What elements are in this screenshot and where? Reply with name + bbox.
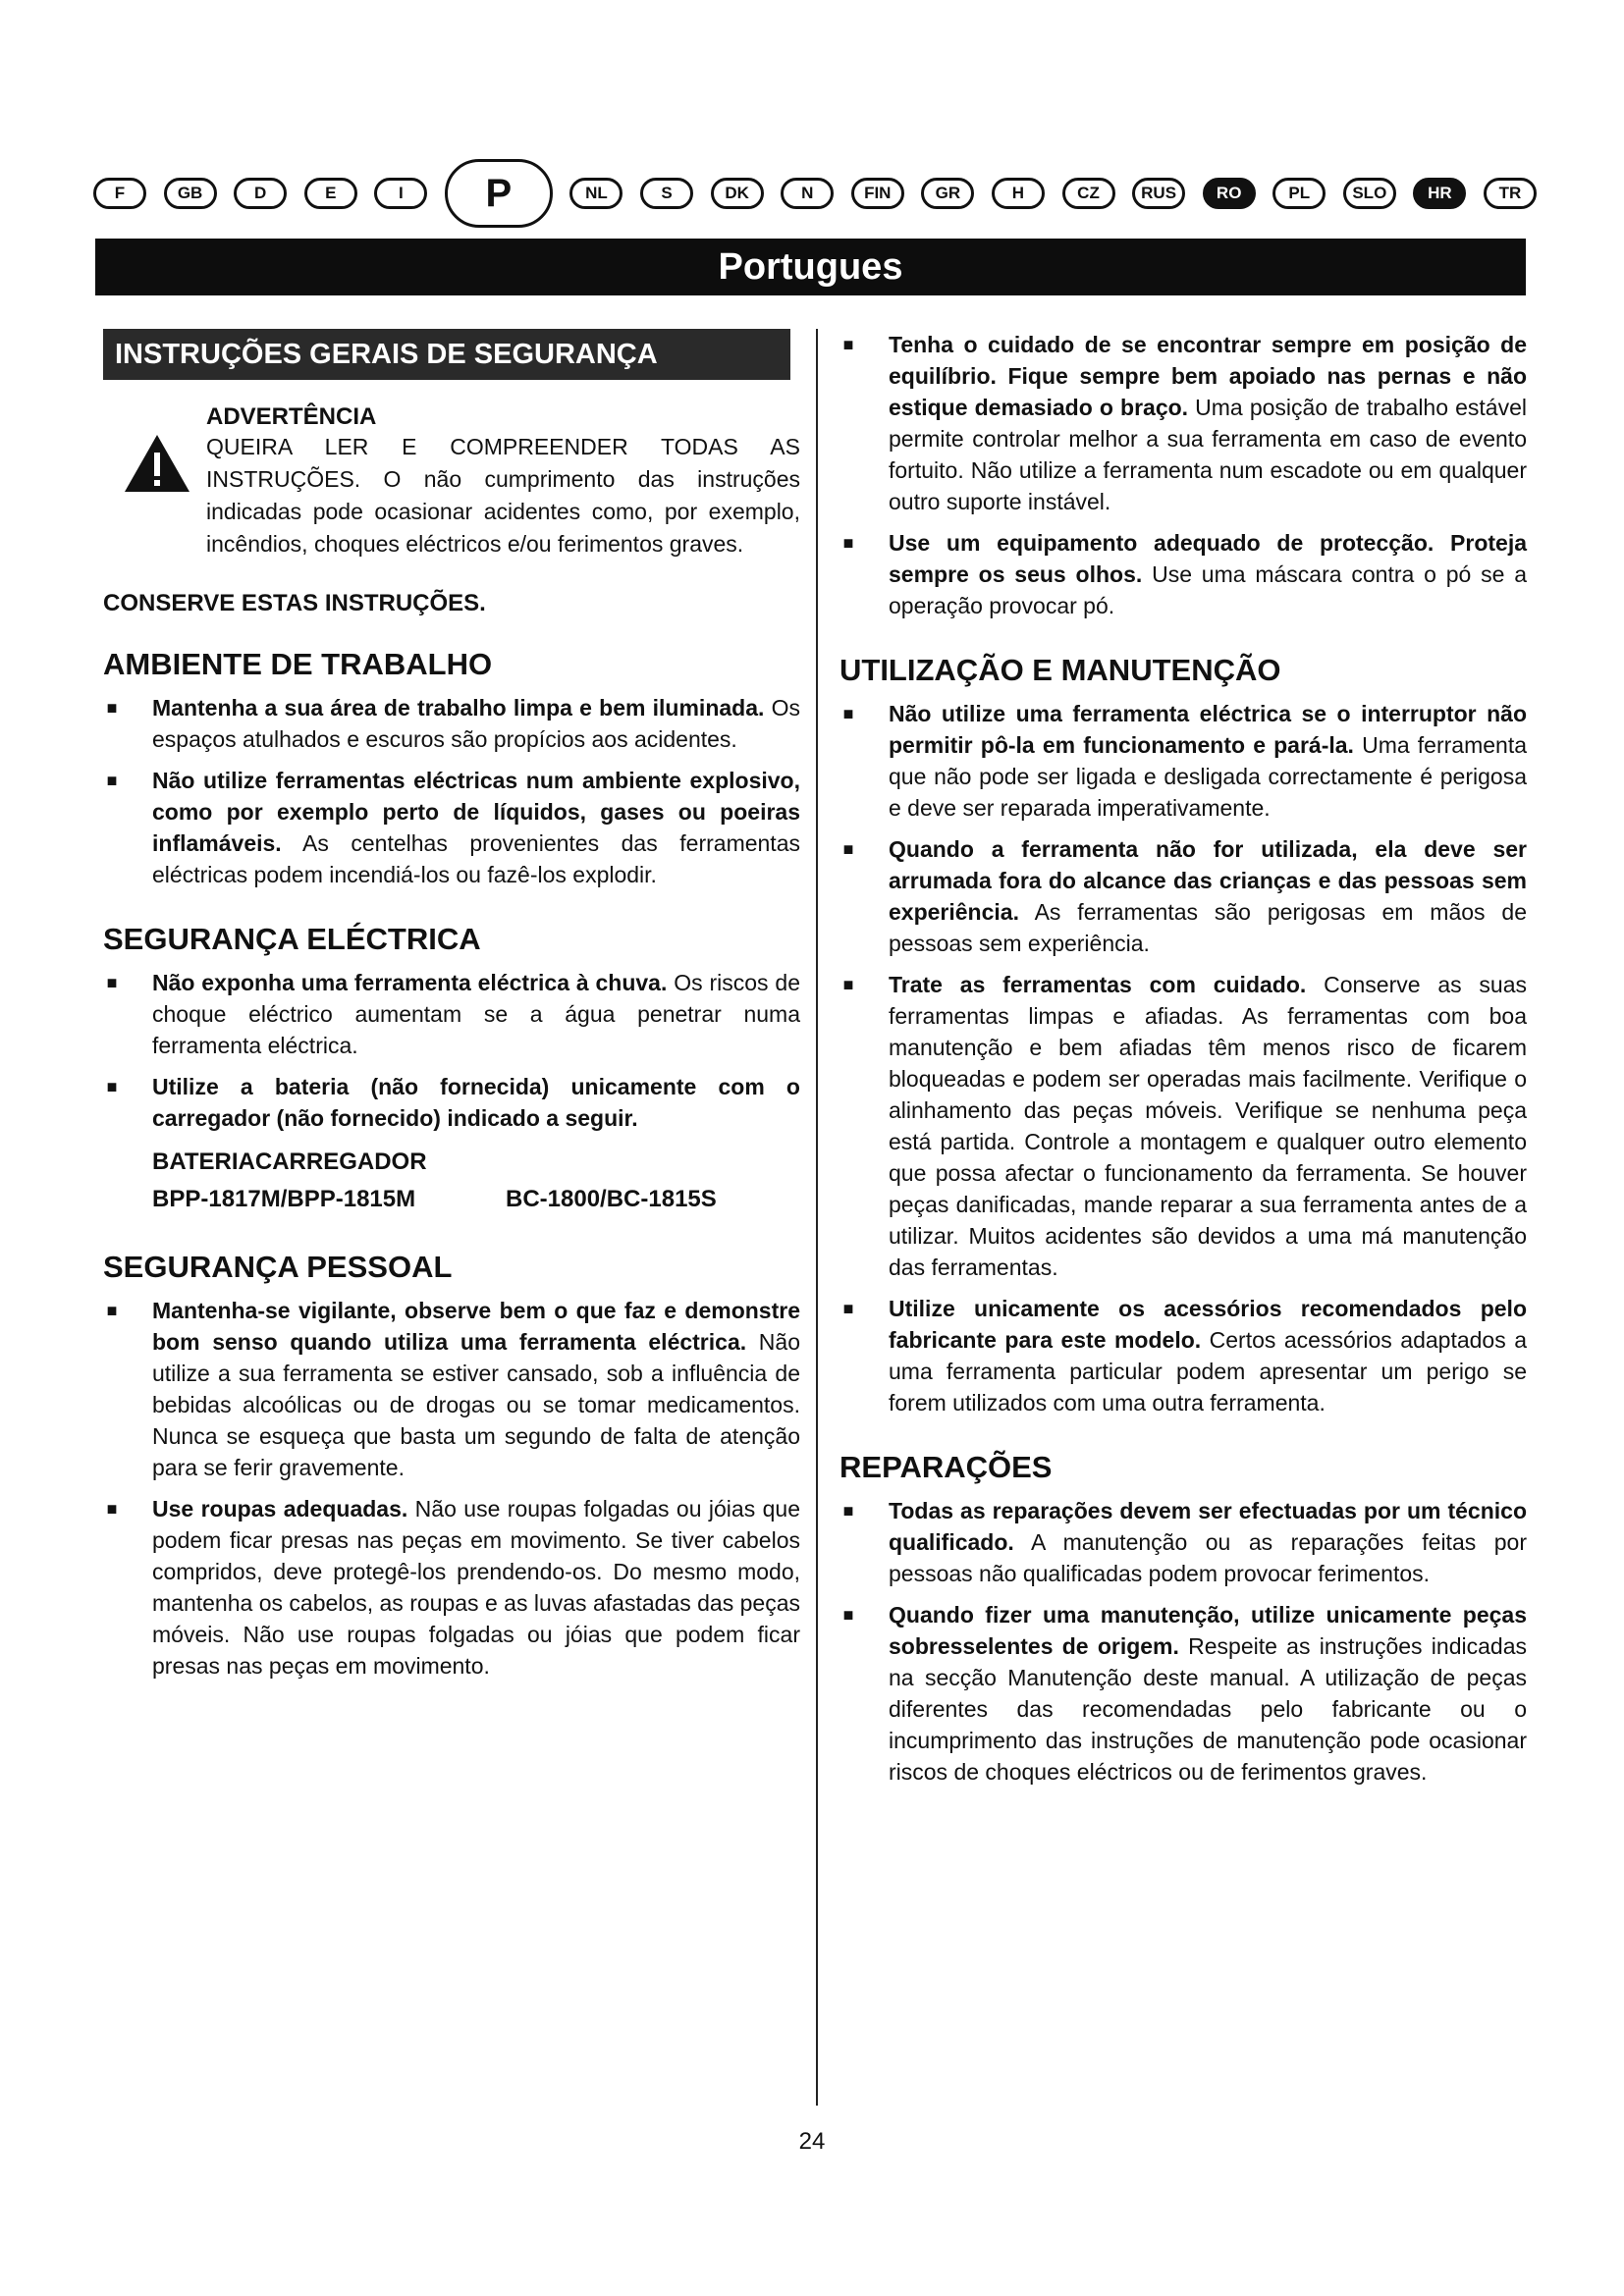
charger-model: BC-1800/BC-1815S	[506, 1186, 717, 1212]
battery-charger-table	[103, 1144, 800, 1218]
section-title: UTILIZAÇÃO E MANUTENÇÃO	[839, 653, 1281, 687]
right-sections	[839, 653, 1527, 1788]
bullet-text	[889, 833, 1527, 959]
language-tab-nl: NL	[569, 178, 623, 209]
language-tab-cz: CZ	[1062, 178, 1115, 209]
bullet-bold-lead: Quando a ferramenta não for utilizada, ela deve ser arrumada fora do alcance das crianças e das pessoas sem experiência.	[889, 836, 1527, 925]
bullet-bold-lead: Use roupas adequadas.	[152, 1496, 408, 1522]
language-tab-ro: RO	[1203, 178, 1256, 209]
bullet-square-icon: ■	[842, 839, 854, 859]
language-tab-gr: GR	[921, 178, 974, 209]
bullet-body: Não use roupas folgadas ou jóias que podem ficar presas nas peças em movimento. Se tiver cabelos compridos, deve protegê-los prendendo-os. Do mesmo modo, mantenha os cabelos, as roupas e as luvas afastadas das peças móveis. Não use roupas folgadas ou jóias que podem ficar presas nas peças em movimento.	[152, 1496, 800, 1679]
bullet-body: Use uma máscara contra o pó se a operação provocar pó.	[889, 561, 1528, 618]
conserve-instructions: CONSERVE ESTAS INSTRUÇÕES.	[103, 590, 486, 616]
language-tab-s: S	[640, 178, 693, 209]
bullet-item	[839, 1495, 1527, 1589]
section-title: AMBIENTE DE TRABALHO	[103, 647, 493, 681]
language-tab-n: N	[781, 178, 834, 209]
language-tab-h: H	[992, 178, 1045, 209]
bullet-text	[889, 329, 1527, 517]
bullet-bold-lead: Não exponha uma ferramenta eléctrica à chuva.	[152, 970, 668, 995]
bullet-square-icon: ■	[842, 335, 854, 354]
bullet-square-icon: ■	[842, 975, 854, 994]
battery-header: BATERIA	[152, 1148, 255, 1175]
bullet-bold-lead: Trate as ferramentas com cuidado.	[889, 972, 1307, 997]
language-tab-i: I	[374, 178, 427, 209]
bullet-square-icon: ■	[106, 973, 118, 992]
bullet-square-icon: ■	[106, 1301, 118, 1320]
bullet-square-icon: ■	[842, 1605, 854, 1625]
bullet-text	[889, 1293, 1527, 1418]
language-tab-fin: FIN	[851, 178, 904, 209]
bullet-item	[839, 833, 1527, 959]
bullet-item	[103, 692, 800, 755]
bullet-text	[152, 765, 800, 890]
bullet-body: Uma ferramenta que não pode ser ligada e desligada correctamente é perigosa e deve ser reparada imperativamente.	[889, 732, 1528, 821]
bullet-text	[889, 969, 1527, 1283]
language-tab-dk: DK	[711, 178, 764, 209]
bullet-text	[152, 692, 800, 755]
language-tab-e: E	[304, 178, 357, 209]
bullet-text	[152, 1071, 800, 1134]
safety-instructions-header: INSTRUÇÕES GERAIS DE SEGURANÇA	[103, 329, 790, 380]
bullet-body: Certos acessórios adaptados a uma ferramenta particular podem apresentar um perigo se forem utilizados com uma outra ferramenta.	[889, 1327, 1527, 1415]
bullet-body: A manutenção ou as reparações feitas por pessoas não qualificadas podem provocar ferimentos.	[889, 1529, 1527, 1586]
language-tab-tr: TR	[1484, 178, 1537, 209]
battery-table-header	[152, 1144, 800, 1181]
warning-triangle-icon	[123, 433, 191, 499]
bullet-bold-lead: Utilize a bateria (não fornecida) unicamente com o carregador (não fornecido) indicado a seguir.	[152, 1074, 800, 1131]
bullet-bold-lead: Mantenha-se vigilante, observe bem o que faz e demonstre bom senso quando utiliza uma ferramenta eléctrica.	[152, 1298, 800, 1355]
bullet-text	[152, 1493, 800, 1682]
bullet-item	[103, 967, 800, 1061]
bullet-bold-lead: Use um equipamento adequado de protecção. Proteja sempre os seus olhos.	[889, 530, 1527, 587]
bullet-item	[103, 1295, 800, 1483]
section-title: SEGURANÇA ELÉCTRICA	[103, 922, 481, 956]
bullet-square-icon: ■	[842, 704, 854, 723]
bullet-body: As ferramentas são perigosas em mãos de pessoas sem experiência.	[889, 899, 1527, 956]
bullet-body: Os espaços atulhados e escuros são propícios aos acidentes.	[152, 695, 801, 752]
left-column	[103, 329, 800, 1691]
page-banner: Portugues	[95, 239, 1526, 295]
bullet-item	[839, 698, 1527, 824]
bullet-square-icon: ■	[106, 771, 118, 790]
bullet-square-icon: ■	[842, 1501, 854, 1521]
language-tab-p: P	[445, 159, 553, 228]
bullet-item	[839, 527, 1527, 621]
bullet-bold-lead: Mantenha a sua área de trabalho limpa e bem iluminada.	[152, 695, 765, 721]
bullet-square-icon: ■	[106, 1077, 118, 1096]
bullet-item	[103, 1071, 800, 1134]
bullet-body: Não utilize a sua ferramenta se estiver cansado, sob a influência de bebidas alcoólicas ou de drogas ou se tomar medicamentos. Nunca se esqueça que basta um segundo de falta de atenção para se ferir gravemente.	[152, 1329, 800, 1480]
warning-title: ADVERTÊNCIA	[206, 403, 377, 430]
language-tab-pl: PL	[1272, 178, 1326, 209]
left-sections	[103, 647, 800, 1682]
battery-table-row	[152, 1181, 800, 1218]
bullet-body: Respeite as instruções indicadas na secção Manutenção deste manual. A utilização de peças diferentes das recomendadas pelo fabricante ou o incumprimento das instruções de manutenção pode ocasionar riscos de choques eléctricos ou de ferimentos graves.	[889, 1633, 1527, 1785]
warning-text: QUEIRA LER E COMPREENDER TODAS AS INSTRUÇÕES. O não cumprimento das instruções indicadas pode ocasionar acidentes como, por exemplo, incêndios, choques eléctricos e/ou ferimentos graves.	[206, 434, 800, 557]
bullet-bold-lead: Quando fizer uma manutenção, utilize unicamente peças sobresselentes de origem.	[889, 1602, 1527, 1659]
bullet-item	[839, 969, 1527, 1283]
bullet-item	[839, 1599, 1527, 1788]
bullet-bold-lead: Todas as reparações devem ser efectuadas por um técnico qualificado.	[889, 1498, 1527, 1555]
language-tab-rus: RUS	[1132, 178, 1185, 209]
bullet-text	[889, 527, 1527, 621]
bullet-square-icon: ■	[106, 1499, 118, 1519]
bullet-text	[152, 1295, 800, 1483]
right-column	[839, 329, 1527, 1797]
language-selector-bar	[93, 157, 1537, 230]
section-title: REPARAÇÕES	[839, 1450, 1053, 1484]
battery-model: BPP-1817M/BPP-1815M	[152, 1186, 416, 1212]
bullet-body: Uma posição de trabalho estável permite controlar melhor a sua ferramenta em caso de evento fortuito. Não utilize a ferramenta num escadote ou em qualquer outro suporte instável.	[889, 395, 1527, 514]
bullet-bold-lead: Não utilize ferramentas eléctricas num ambiente explosivo, como por exemplo perto de líquidos, gases ou poeiras inflamáveis.	[152, 768, 800, 856]
bullet-item	[103, 765, 800, 890]
bullet-body: Os riscos de choque eléctrico aumentam se a água penetrar numa ferramenta eléctrica.	[152, 970, 800, 1058]
language-tab-hr: HR	[1413, 178, 1466, 209]
section-title: SEGURANÇA PESSOAL	[103, 1250, 453, 1284]
bullet-text	[889, 1495, 1527, 1589]
language-tab-slo: SLO	[1343, 178, 1396, 209]
bullet-text	[152, 967, 800, 1061]
language-tab-gb: GB	[164, 178, 217, 209]
bullet-bold-lead: Tenha o cuidado de se encontrar sempre em posição de equilíbrio. Fique sempre bem apoiado nas pernas e não estique demasiado o braço.	[889, 332, 1527, 420]
bullet-body: Conserve as suas ferramentas limpas e afiadas. As ferramentas com boa manutenção e bem afiadas têm menos risco de ficarem bloqueadas e podem ser operadas mais facilmente. Verifique o alinhamento das peças móveis. Verifique se nenhuma peça está partida. Controle a montagem e qualquer outro elemento que possa afectar o funcionamento da ferramenta. Se houver peças danificadas, mande reparar a sua ferramenta antes de a utilizar. Muitos acidentes são devidos a uma má manutenção das ferramentas.	[889, 972, 1527, 1280]
column-divider	[816, 329, 818, 2106]
language-tab-f: F	[93, 178, 146, 209]
bullet-item	[839, 329, 1527, 517]
bullet-bold-lead: Não utilize uma ferramenta eléctrica se o interruptor não permitir pô-la em funcionamento e pará-la.	[889, 701, 1527, 758]
bullet-square-icon: ■	[842, 1299, 854, 1318]
bullet-body: As centelhas provenientes das ferramentas eléctricas podem incendiá-los ou fazê-los explodir.	[152, 830, 800, 887]
language-tab-d: D	[234, 178, 287, 209]
bullet-text	[889, 1599, 1527, 1788]
page-number: 24	[798, 2128, 826, 2155]
right-intro-bullets	[839, 329, 1527, 621]
bullet-item	[839, 1293, 1527, 1418]
charger-header: CARREGADOR	[254, 1148, 427, 1175]
bullet-bold-lead: Utilize unicamente os acessórios recomendados pelo fabricante para este modelo.	[889, 1296, 1527, 1353]
bullet-square-icon: ■	[842, 533, 854, 553]
bullet-item	[103, 1493, 800, 1682]
bullet-text	[889, 698, 1527, 824]
bullet-square-icon: ■	[106, 698, 118, 718]
warning-block	[103, 403, 800, 561]
